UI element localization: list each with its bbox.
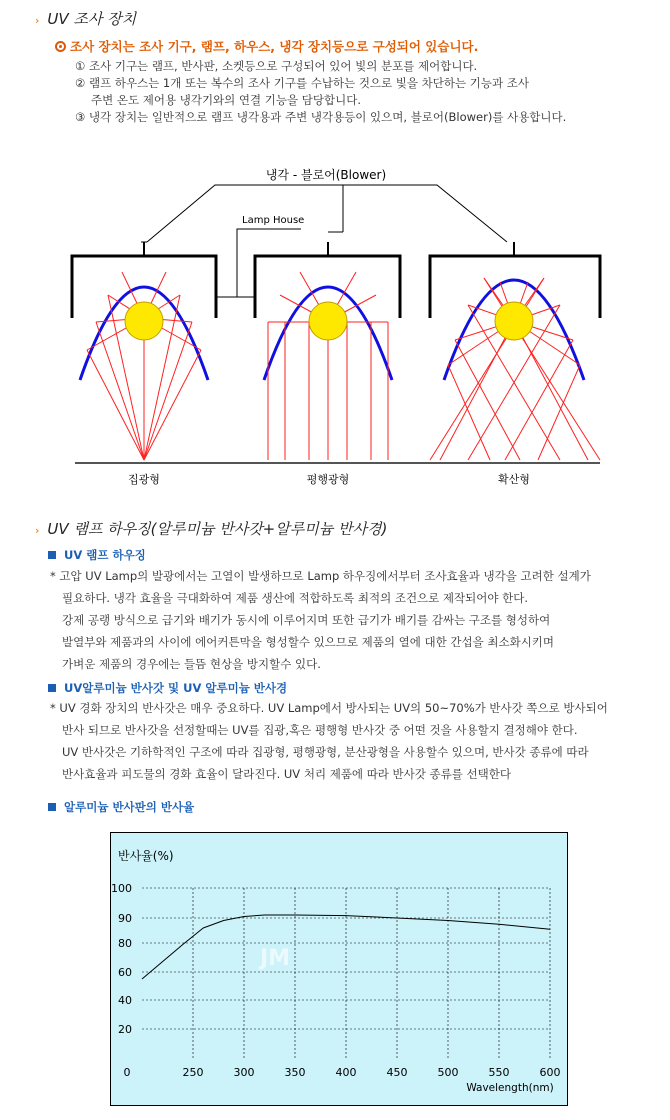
square-bullet-icon [48, 803, 56, 811]
lamp-house-pointer [237, 229, 301, 297]
para1-line-5: 가벼운 제품의 경우에는 들뜸 현상을 방지할수 있다. [62, 657, 321, 671]
caption-parallel: 평행광형 [306, 473, 350, 486]
lamp-bulb [309, 302, 347, 340]
section-title-uv-device: › UV 조사 장치 [35, 10, 137, 28]
section1-line-1: ① 조사 기구는 램프, 반사판, 소켓등으로 구성되어 있어 빛의 분포를 제어합니다. [75, 59, 478, 73]
x-tick-label: 600 [539, 1066, 561, 1079]
lamp-house-label: Lamp House [242, 215, 305, 226]
x-tick-label: 400 [335, 1066, 357, 1079]
square-bullet-icon [48, 551, 56, 559]
section1-lead: 조사 장치는 조사 기구, 램프, 하우스, 냉각 장치등으로 구성되어 있습니다. [55, 37, 478, 55]
lamp-bulb [125, 302, 163, 340]
watermark-logo: JM [260, 946, 291, 971]
y-tick-label: 100 [111, 882, 132, 895]
x-tick-label: 250 [182, 1066, 204, 1079]
subheading-lamp-housing: UV 램프 하우징 [48, 547, 146, 563]
light-rays [87, 272, 201, 460]
y-tick-label: 80 [118, 937, 132, 950]
subheading-reflectivity: 알루미늄 반사판의 반사율 [48, 799, 194, 815]
lamp-bulb [495, 302, 533, 340]
section1-line-4: ③ 냉각 장치는 일반적으로 램프 냉각용과 주변 냉각용등이 있으며, 블로어(Blower)를 사용합니다. [75, 110, 567, 124]
para2-line-2: 반사 되므로 반사갓을 선정할때는 UV를 집광,혹은 평행형 반사갓 중 어떤 것을 사용할지 결정해야 한다. [62, 723, 578, 737]
y-tick-label: 20 [118, 1023, 132, 1036]
x-tick-label: 300 [233, 1066, 255, 1079]
blower-bracket [147, 185, 507, 242]
chart-title: 반사율(%) [118, 849, 174, 863]
circle-bullet-icon [55, 41, 66, 52]
arrow-icon: › [35, 14, 40, 27]
reflectivity-chart [110, 832, 568, 1106]
reflector-unit-parallel [255, 242, 400, 460]
x-tick-label: 450 [386, 1066, 408, 1079]
para1-line-1: * 고압 UV Lamp의 발광에서는 고열이 발생하므로 Lamp 하우징에서부터 조사효율과 냉각을 고려한 설계가 [50, 569, 591, 583]
blower-label: 냉각 - 블로어(Blower) [265, 168, 387, 182]
para2-line-3: UV 반사갓은 기하학적인 구조에 따라 집광형, 평행광형, 분산광형을 사용할수 있으며, 반사갓 종류에 따라 [62, 745, 589, 759]
y-tick-label: 90 [118, 912, 132, 925]
para2-line-1: * UV 경화 장치의 반사갓은 매우 중요하다. UV Lamp에서 방사되는 UV의 50~70%가 반사갓 쪽으로 방사되어 [50, 701, 608, 715]
para2-line-4: 반사효율과 피도물의 경화 효율이 달라진다. UV 처리 제품에 따라 반사갓 종류를 선택한다 [62, 767, 511, 781]
lamp-house-diagram [0, 160, 670, 500]
square-bullet-icon [48, 684, 56, 692]
caption-diffuse: 확산형 [498, 473, 530, 486]
x-tick-label: 550 [488, 1066, 510, 1079]
x-tick-label: 350 [284, 1066, 306, 1079]
reflector-unit-focus [72, 242, 216, 460]
x-tick-labels [124, 1066, 561, 1079]
section1-line-3: 주변 온도 제어용 냉각기와의 연결 기능을 담당합니다. [91, 93, 361, 107]
arrow-icon: › [35, 524, 40, 537]
section-title-lamp-housing: › UV 램프 하우징(알루미늄 반사갓+알루미늄 반사경) [35, 520, 388, 538]
caption-focus: 집광형 [128, 473, 160, 486]
para1-line-3: 강제 공랭 방식으로 급기와 배기가 동시에 이루어지며 또한 급기가 배기를 감싸는 구조를 형성하여 [62, 613, 551, 627]
reflector-unit-diffuse [430, 242, 600, 460]
light-rays [268, 272, 388, 460]
para1-line-2: 필요하다. 냉각 효율을 극대화하여 제품 생산에 적합하도록 최적의 조건으로 제작되어야 한다. [62, 591, 529, 605]
section1-line-2: ② 램프 하우스는 1개 또는 복수의 조사 기구를 수납하는 것으로 빛을 차단하는 기능과 조사 [75, 76, 529, 90]
para1-line-4: 발열부와 제품과의 사이에 에어커튼막을 형성할수 있으므로 제품의 열에 대한 간섭을 최소화시키며 [62, 635, 555, 649]
subheading-reflector: UV알루미늄 반사갓 및 UV 알루미늄 반사경 [48, 680, 287, 696]
x-tick-label: 500 [437, 1066, 459, 1079]
x-tick-label: 0 [123, 1066, 131, 1079]
x-axis-label: Wavelength(nm) [466, 1082, 554, 1094]
y-tick-label: 60 [118, 966, 132, 979]
y-tick-label: 40 [118, 994, 132, 1007]
